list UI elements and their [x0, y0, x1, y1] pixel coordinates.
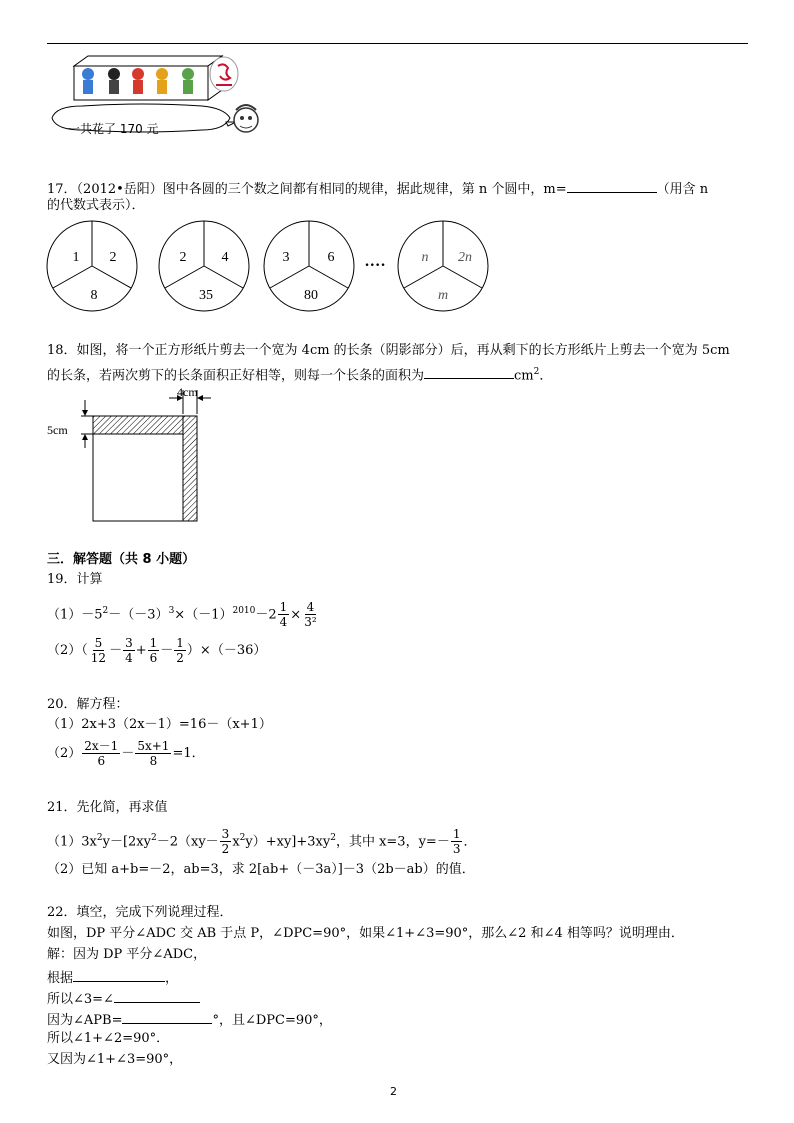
- circle-n-right: 2n: [458, 250, 472, 265]
- circle-2-left: 2: [179, 250, 187, 265]
- q21-title: 21．先化简，再求值: [47, 800, 168, 815]
- circle-n-bottom: m: [437, 288, 449, 303]
- q18-answer-blank[interactable]: [424, 364, 514, 379]
- olympic-logo-icon: [210, 57, 238, 91]
- q17-circles-figure: [45, 218, 495, 318]
- q22-title: 22．填空，完成下列说理过程．: [47, 905, 233, 920]
- q18-unit-sup: 2: [533, 367, 540, 377]
- q19-part2: （2）（ $\frac{5}{12}$ － $\frac{3}{4}$ + $\frac{1}{6}$ － $\frac{1}{2}$ ）×（－36）: [47, 636, 267, 665]
- q19-title: 19．计算: [47, 572, 103, 587]
- q18-end: ．: [539, 368, 553, 384]
- q18-square-figure: [45, 386, 215, 526]
- q17-line1: [47, 178, 708, 199]
- header-rule: [47, 43, 748, 44]
- q17-answer-blank[interactable]: [567, 178, 657, 193]
- circle-3-bottom: 80: [304, 288, 318, 303]
- q18-text: 的长条，若两次剪下的长条面积正好相等，则每一个长条的面积为: [47, 368, 425, 384]
- section-3-title: 三．解答题（共 8 小题）: [47, 552, 196, 567]
- q22-blank-angle[interactable]: [114, 988, 200, 1003]
- circle-2: [159, 221, 249, 311]
- q17-text: 17．（2012•岳阳）图中各圆的三个数之间都有相同的规律，据此规律，第 n 个圆中，m=: [47, 182, 567, 197]
- cartoon-character-icon: [234, 105, 258, 132]
- speech-bubble-caption: 一共花了 170 元: [68, 122, 159, 136]
- q22-line5: 因为∠APB= °，且∠DPC=90°，: [47, 1009, 332, 1030]
- circle-ellipsis: ····: [364, 257, 386, 274]
- circle-n-left: n: [421, 250, 429, 265]
- q20-title: 20．解方程：: [47, 697, 129, 712]
- circle-2-right: 4: [221, 250, 229, 265]
- label-4cm: 4cm: [177, 386, 198, 399]
- circle-3-left: 3: [282, 250, 290, 265]
- q17-line2: 的代数式表示）．: [47, 198, 145, 213]
- circle-3-right: 6: [327, 250, 335, 265]
- circle-1-bottom: 8: [90, 288, 98, 303]
- q18-line1: 18．如图，将一个正方形纸片剪去一个宽为 4cm 的长条（阴影部分）后，再从剩下的长方形纸片上剪去一个宽为 5cm: [47, 343, 730, 358]
- circle-n: [398, 221, 488, 311]
- q22-blank-apb[interactable]: [122, 1009, 212, 1024]
- q22-line7: 又因为∠1+∠3=90°，: [47, 1052, 183, 1067]
- q18-unit: cm: [514, 368, 534, 384]
- circle-2-bottom: 35: [199, 288, 213, 303]
- circle-3: [264, 221, 354, 311]
- q20-part2: （2） $\frac{2x-1}{6}$ － $\frac{5x+1}{8}$ =1．: [47, 739, 205, 768]
- q22-line6: 所以∠1+∠2=90°．: [47, 1031, 170, 1046]
- page-number: 2: [390, 1085, 397, 1098]
- q22-line4: 所以∠3=∠: [47, 988, 200, 1009]
- q17-text-cont: （用含 n: [656, 182, 709, 197]
- q22-line1: 如图，DP 平分∠ADC 交 AB 于点 P，∠DPC=90°，如果∠1+∠3=90°，那么∠2 和∠4 相等吗？说明理由．: [47, 926, 684, 941]
- q22-line2: 解：因为 DP 平分∠ADC，: [47, 947, 207, 962]
- shopping-illustration: [40, 52, 280, 152]
- q20-part1: （1）2x+3（2x－1）=16－（x+1）: [47, 717, 272, 732]
- q18-line2: [47, 363, 552, 385]
- q22-blank-reason[interactable]: [73, 967, 165, 982]
- label-5cm: 5cm: [47, 423, 68, 437]
- q21-part2: （2）已知 a+b=－2，ab=3，求 2[ab+（－3a）]－3（2b－ab）的值．: [47, 862, 475, 877]
- q22-line3: 根据 ，: [47, 967, 178, 988]
- circle-1: [47, 221, 137, 311]
- circle-1-right: 2: [109, 250, 117, 265]
- q19-part1: $(1)-5^2-(-3)^3\times(-1)^{2010}-2$ $\frac{1}{4}$ × $\frac{4}{\text{3²}}$: [47, 600, 317, 630]
- q21-part1: $(1)3x^2y-[2xy^2-2(xy-$ $\frac{3}{2}$ $x^2y)+xy]+3xy^2$，其中 x=3，y=－ $\frac{1}{3}$ ．: [47, 827, 477, 857]
- circle-1-left: 1: [72, 250, 80, 265]
